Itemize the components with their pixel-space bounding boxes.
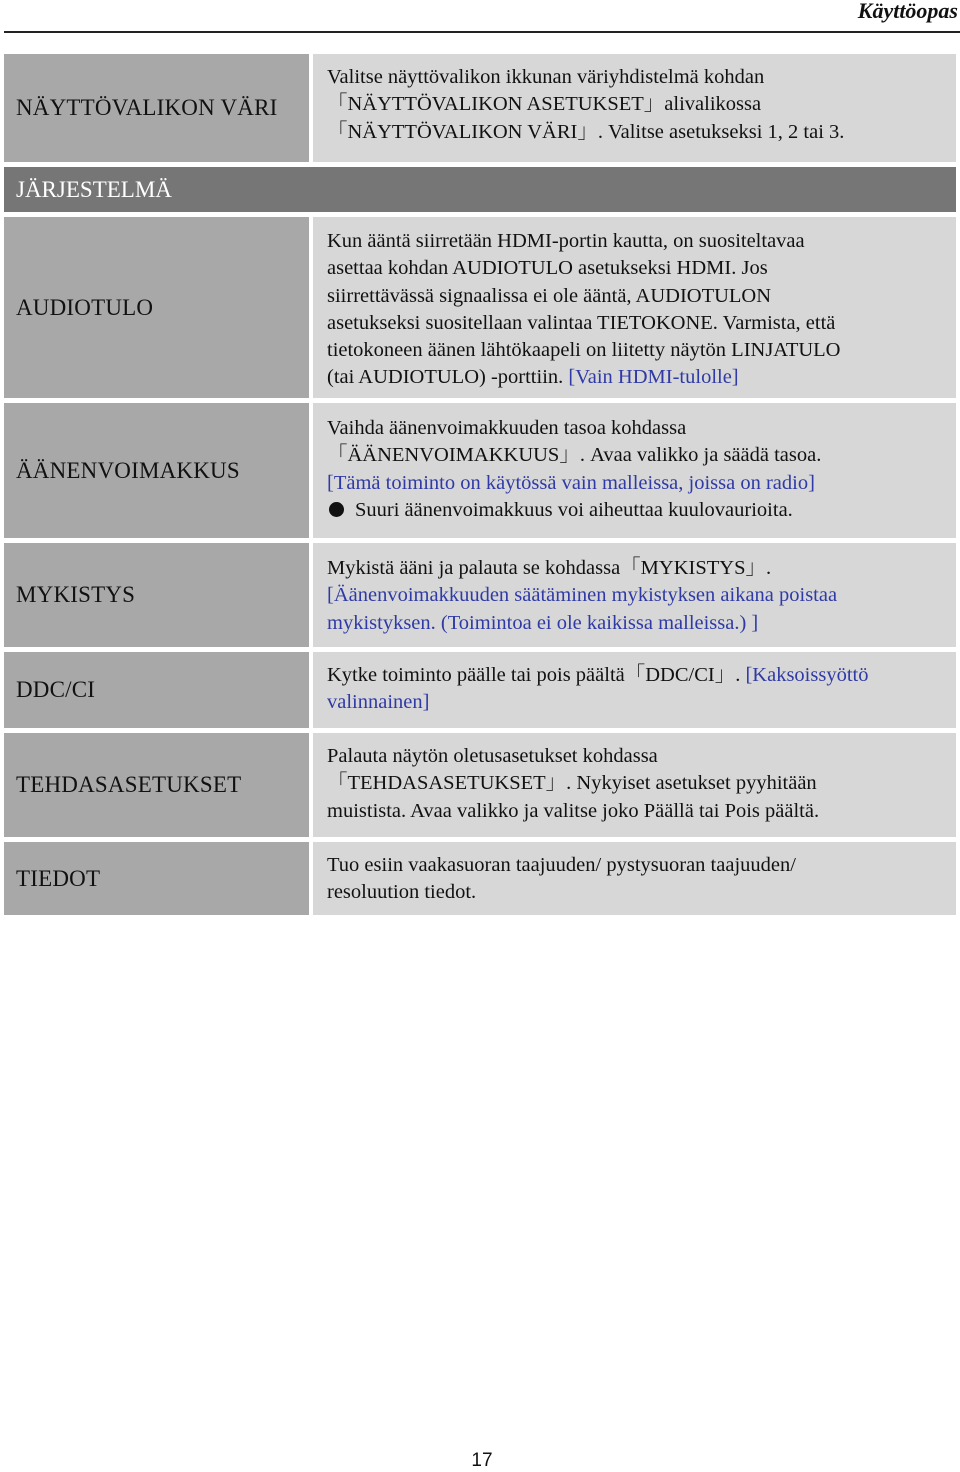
description-line: 「NÄYTTÖVALIKON ASETUKSET」alivalikossa <box>327 93 762 116</box>
row-label: NÄYTTÖVALIKON VÄRI <box>4 54 309 162</box>
row-description <box>313 403 956 538</box>
table-row-ddc-ci <box>4 652 956 728</box>
description-text: (tai AUDIOTULO) -porttiin. <box>327 366 564 389</box>
description-line: siirrettävässä signaalissa ei ole ääntä, AUDIOTULON <box>327 284 772 307</box>
warning-text: Suuri äänenvoimakkuus voi aiheuttaa kuulovaurioita. <box>355 498 793 521</box>
page-number: 17 <box>471 1450 493 1471</box>
description-line <box>327 364 946 391</box>
row-label: ÄÄNENVOIMAKKUS <box>4 403 309 538</box>
row-description <box>313 733 956 837</box>
description-line: Vaihda äänenvoimakkuuden tasoa kohdassa <box>327 417 687 439</box>
row-label: TIEDOT <box>4 842 309 915</box>
description-line: tietokoneen äänen lähtökaapeli on liitetty näytön LINJATULO <box>327 339 841 362</box>
description-line: 「NÄYTTÖVALIKON VÄRI」. Valitse asetukseksi 1, 2 tai 3. <box>327 120 845 143</box>
table-row-audio-input <box>4 217 956 398</box>
mute-note-line: mykistyksen. (Toimintoa ei ole kaikissa malleissa.) ] <box>327 611 759 634</box>
table-row-osd-color <box>4 54 956 162</box>
description-line: Valitse näyttövalikon ikkunan väriyhdistelmä kohdan <box>327 66 765 88</box>
description-line: muistista. Avaa valikko ja valitse joko Päällä tai Pois päältä. <box>327 799 820 822</box>
description-line: 「TEHDASASETUKSET」. Nykyiset asetukset pyyhitään <box>327 772 817 795</box>
row-description <box>313 54 956 162</box>
description-line: resoluution tiedot. <box>327 881 477 904</box>
row-description <box>313 543 956 647</box>
description-line: Kun ääntä siirretään HDMI-portin kautta, on suositeltavaa <box>327 230 805 252</box>
bullet-icon <box>329 502 344 517</box>
mute-note-line: [Äänenvoimakkuuden säätäminen mykistyksen aikana poistaa <box>327 584 838 607</box>
table-row-mute <box>4 543 956 647</box>
row-label: TEHDASASETUKSET <box>4 733 309 837</box>
description-line: Palauta näytön oletusasetukset kohdassa <box>327 745 658 767</box>
row-label: AUDIOTULO <box>4 217 309 398</box>
description-line: Tuo esiin vaakasuoran taajuuden/ pystysuoran taajuuden/ <box>327 854 796 876</box>
description-line <box>327 662 946 689</box>
table-row-volume <box>4 403 956 538</box>
dual-input-note-cont: valinnainen] <box>327 691 430 714</box>
radio-only-note: [Tämä toiminto on käytössä vain malleissa, joissa on radio] <box>327 471 815 494</box>
table-row-information <box>4 842 956 915</box>
hdmi-only-note: [Vain HDMI-tulolle] <box>568 366 739 389</box>
description-line: Mykistä ääni ja palauta se kohdassa「MYKISTYS」. <box>327 557 772 579</box>
header-divider <box>4 31 960 33</box>
description-line: asetukseksi suositellaan valintaa TIETOKONE. Varmista, että <box>327 311 836 334</box>
hearing-warning <box>327 497 946 524</box>
manual-title: Käyttöopas <box>857 0 958 23</box>
description-text: Kytke toiminto päälle tai pois päältä「DDC/CI」. <box>327 664 741 686</box>
row-description <box>313 217 956 398</box>
row-label: MYKISTYS <box>4 543 309 647</box>
description-line: asettaa kohdan AUDIOTULO asetukseksi HDMI. Jos <box>327 257 768 280</box>
row-description <box>313 842 956 915</box>
section-header-system: JÄRJESTELMÄ <box>4 167 956 212</box>
description-line: 「ÄÄNENVOIMAKKUUS」. Avaa valikko ja säädä tasoa. <box>327 444 822 467</box>
table-row-factory-reset <box>4 733 956 837</box>
row-description <box>313 652 956 728</box>
dual-input-note: [Kaksoissyöttö <box>745 664 869 686</box>
row-label: DDC/CI <box>4 652 309 728</box>
